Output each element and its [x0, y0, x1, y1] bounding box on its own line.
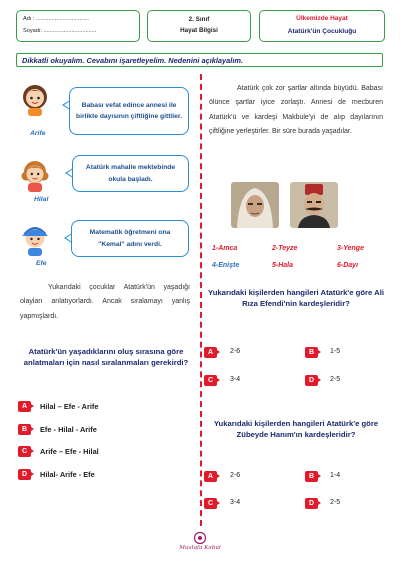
reading-passage: Atatürk çok zor şartlar altında büyüdü. Babası ölünce şartlar iyice zorlaştı. Annesi de mecburen Atatürk'ü ve kardeşi Makbule'yi de alıp dayılarının çiftliğine yerleştirler. Bir süre burada yaşadılar. [209, 85, 383, 136]
grade-card [147, 10, 251, 42]
option-b-badge[interactable]: B [305, 347, 318, 358]
speech-bubble: Babası vefat edince annesi ile birlikte dayısının çiftliğine gittiler. [69, 87, 189, 135]
option-a-text[interactable]: 2-6 [230, 472, 241, 479]
ali-riza-efendi-photo [290, 182, 338, 228]
subject-label: Hayat Bilgisi [180, 27, 218, 34]
instruction-banner: Dikkatli okuyalım. Cevabını işaretleyelim. Nedenini açıklayalım. [16, 53, 383, 67]
author-signature: Mustafa Kabul [179, 545, 221, 551]
relative-item: 4-Enişte [212, 262, 240, 269]
option-b-text[interactable]: 1-4 [330, 472, 341, 479]
question-1: Atatürk'ün yaşadıklarını oluş sırasına göre anlatmaları için nasıl sıralanmaları gerekirdi? [23, 347, 189, 367]
girl-avatar-icon [18, 158, 52, 192]
option-b-text[interactable]: 1-5 [330, 348, 341, 355]
unit-label: Ülkemizde Hayat [296, 15, 348, 22]
option-c-badge[interactable]: C [204, 498, 217, 509]
option-b-badge[interactable]: B [18, 424, 31, 435]
topic-label: Atatürk'ün Çocukluğu [287, 28, 357, 35]
grade-label: 2. Sınıf [188, 16, 210, 23]
option-d-text[interactable]: 2-5 [330, 376, 341, 383]
left-paragraph: Yukarıdaki çocuklar Atatürk'ün yaşadığı olayları anlatıyorlardı. Ancak sıralamayı yanlış yapmışlardı. [20, 284, 190, 320]
surname-field[interactable]: Soyadı: .................................. [23, 28, 97, 34]
option-c-badge[interactable]: C [18, 446, 31, 457]
option-a-badge[interactable]: A [204, 471, 217, 482]
student-info-card [16, 10, 140, 42]
option-a-badge[interactable]: A [18, 401, 31, 412]
option-c-badge[interactable]: C [204, 375, 217, 386]
option-a-text[interactable]: Hilal – Efe - Arife [40, 402, 99, 411]
option-c-text[interactable]: 3-4 [230, 376, 241, 383]
option-c-text[interactable]: 3-4 [230, 499, 241, 506]
option-d-text[interactable]: 2-5 [330, 499, 341, 506]
girl-avatar-icon [18, 82, 52, 116]
character-name: Hilal [34, 196, 49, 203]
relative-item: 3-Yenge [337, 245, 364, 252]
relative-item: 2-Teyze [272, 245, 298, 252]
column-divider [200, 74, 202, 526]
relative-item: 1-Amca [212, 245, 238, 252]
name-field[interactable]: Adı : .................................. [23, 16, 89, 22]
question-3: Yukarıdaki kişilerden hangileri Atatürk'e göre Zübeyde Hanım'ın kardeşleridir? [213, 419, 379, 439]
boy-avatar-icon [18, 222, 52, 256]
option-b-text[interactable]: Efe - Hilal - Arife [40, 425, 97, 434]
flower-logo-icon [193, 531, 207, 545]
question-2: Yukarıdaki kişilerden hangileri Atatürk'e göre Ali Rıza Efendi'nin kardeşleridir? [208, 288, 384, 308]
relative-item: 5-Hala [272, 262, 294, 269]
option-d-badge[interactable]: D [18, 469, 31, 480]
option-a-badge[interactable]: A [204, 347, 217, 358]
character-name: Arife [30, 130, 46, 137]
option-a-text[interactable]: 2-6 [230, 348, 241, 355]
option-d-badge[interactable]: D [305, 375, 318, 386]
option-b-badge[interactable]: B [305, 471, 318, 482]
zubeyde-hanim-photo [231, 182, 279, 228]
topic-card [259, 10, 385, 42]
option-c-text[interactable]: Arife – Efe - Hilal [40, 447, 99, 456]
speech-bubble: Atatürk mahalle mektebinde okula başladı. [72, 155, 189, 192]
character-name: Efe [36, 260, 47, 267]
option-d-text[interactable]: Hilal- Arife - Efe [40, 470, 95, 479]
speech-bubble: Matematik öğretmeni ona ''Kemal'' adını verdi. [71, 220, 189, 257]
relative-item: 6-Dayı [337, 262, 359, 269]
option-d-badge[interactable]: D [305, 498, 318, 509]
